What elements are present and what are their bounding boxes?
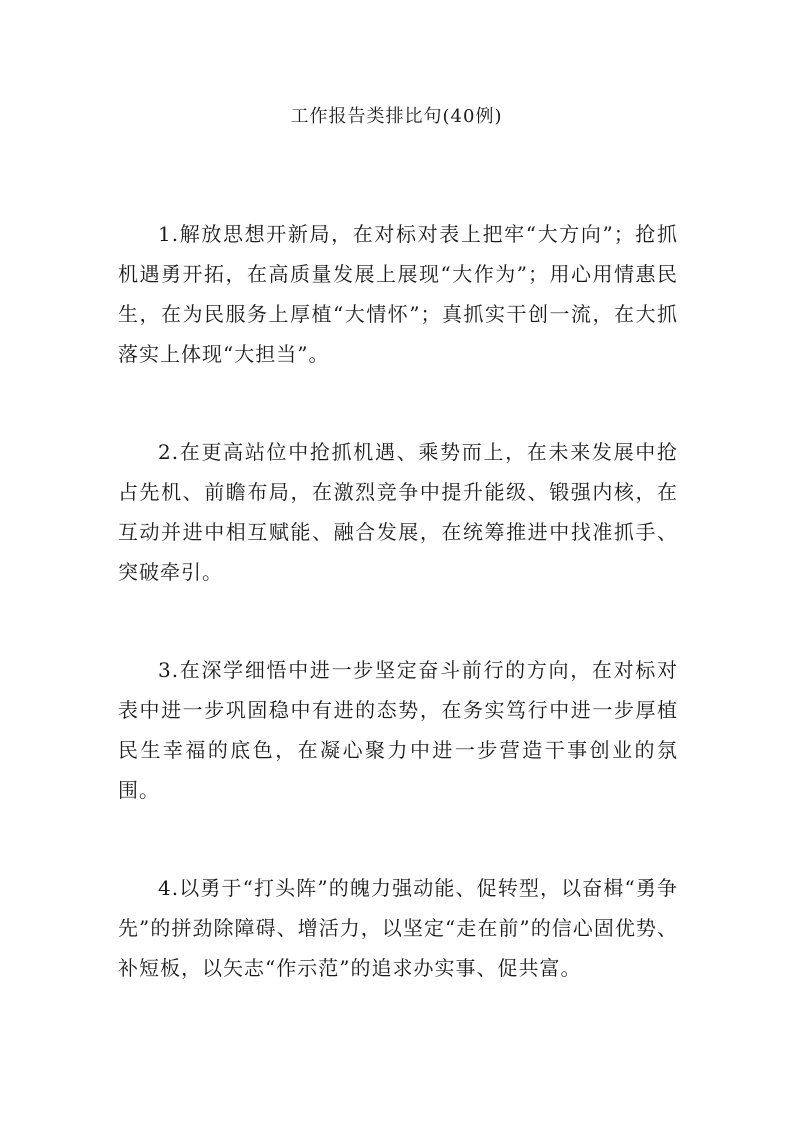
paragraph-4: 4.以勇于“打头阵”的魄力强动能、促转型，以奋楫“勇争先”的拼劲除障碍、增活力，以坚定“走在前”的信心固优势、补短板，以矢志“作示范”的追求办实事、促共富。 bbox=[118, 876, 678, 980]
paragraph-2: 2.在更高站位中抢抓机遇、乘势而上，在未来发展中抢占先机、前瞻布局，在激烈竞争中提升能级、锻强内核，在互动并进中相互赋能、融合发展，在统筹推进中找准抓手、突破牵引。 bbox=[118, 440, 678, 584]
paragraph-1: 1.解放思想开新局，在对标对表上把牢“大方向”；抢抓机遇勇开拓，在高质量发展上展现“大作为”；用心用情惠民生，在为民服务上厚植“大情怀”；真抓实干创一流，在大抓落实上体现“大担当”。 bbox=[118, 222, 678, 366]
paragraph-3: 3.在深学细悟中进一步坚定奋斗前行的方向，在对标对表中进一步巩固稳中有进的态势，在务实笃行中进一步厚植民生幸福的底色，在凝心聚力中进一步营造干事创业的氛围。 bbox=[118, 658, 678, 802]
document-title: 工作报告类排比句(40例) bbox=[290, 106, 503, 127]
document-body bbox=[118, 214, 678, 1046]
